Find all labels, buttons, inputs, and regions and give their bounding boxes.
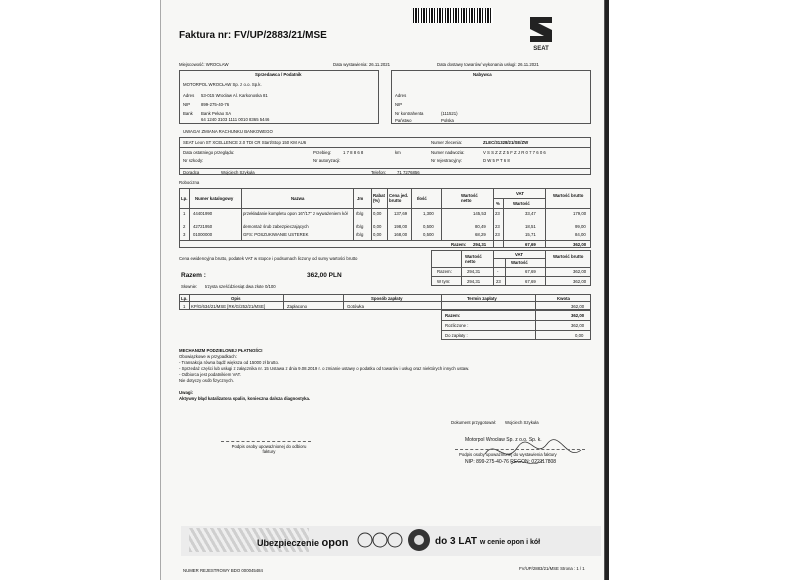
buyer-heading: Nabywca <box>473 72 492 77</box>
row1-net: 145,53 <box>473 211 487 216</box>
summary-col-vat: VAT <box>515 252 523 257</box>
row2-qty: 0,500 <box>423 224 434 229</box>
row1-vat-pct: 23 <box>495 211 500 216</box>
row3-lp: 3 <box>183 232 186 237</box>
seller-heading: Sprzedawca / Podatnik <box>255 72 302 77</box>
place-label: Miejscowość: <box>179 62 205 67</box>
vin-value: V S S Z Z Z 5 F Z J R 0 7 7 6 0 6 <box>483 150 546 155</box>
seller-bank-label: Bank <box>183 111 193 116</box>
pay-method: Gotówka <box>347 304 364 309</box>
row2-name: demontaż śrub zabezpieczających <box>243 224 309 229</box>
seller-nip: 899-275-40-76 <box>201 102 230 107</box>
summary-row1-net: 294,31 <box>467 269 481 274</box>
row2-net: 80,49 <box>475 224 486 229</box>
tyre-badges-icon <box>357 530 403 550</box>
col-price: Cena jed. brutto <box>389 193 409 203</box>
row2-gross: 99,00 <box>575 224 586 229</box>
row2-vat-value: 18,51 <box>525 224 536 229</box>
col-vat-value: Wartość <box>513 201 530 206</box>
row3-vat-value: 15,71 <box>525 232 536 237</box>
pay-col-amount: Kwota <box>557 296 570 301</box>
registration-value: D W 5 P T 6 8 <box>483 158 510 163</box>
receiver-caption: Podpis osoby upoważnionej do odbioru faktury <box>231 444 307 454</box>
row3-price: 168,00 <box>394 232 408 237</box>
summary-row1-label: Razem: <box>437 269 452 274</box>
pay-col-lp: Lp. <box>181 296 188 301</box>
summary-row1-vat: 67,69 <box>525 269 536 274</box>
banner-text-4: w cenie opon i kół <box>479 539 541 546</box>
mileage-unit: km <box>395 150 401 155</box>
page-number-note: FV/UP/2883/21/MSE Strona : 1 / 1 <box>519 566 585 571</box>
auth-label: Nr autoryzacji: <box>313 158 341 163</box>
buyer-country-value: Polska <box>441 118 454 123</box>
summary-col-net: Wartość netto <box>465 254 482 264</box>
subtotal-gross: 362,00 <box>573 242 587 247</box>
row2-vat-pct: 23 <box>495 224 500 229</box>
buyer-country-label: Państwo <box>395 118 412 123</box>
buyer-contractor-value: (111521) <box>441 111 458 116</box>
prepared-label: Dokument przygotował: <box>451 420 496 425</box>
vehicle-model: SEAT Leon ST XCELLENCE 2.0 TDI CR Start/Stop 150 KM AU6 <box>183 140 307 145</box>
barcode <box>413 8 493 23</box>
invoice-title: Faktura nr: FV/UP/2883/21/MSE <box>179 30 327 41</box>
pay-razem-label: Razem: <box>445 313 461 318</box>
last-inspection-label: Data ostatniego przeglądu: <box>183 150 235 155</box>
row1-number: 44401990 <box>193 211 213 216</box>
col-discount: Rabat (%) <box>373 193 385 203</box>
order-label: Numer zlecenia: <box>431 140 463 145</box>
col-vat-pct: % <box>496 201 500 206</box>
bdo-register-note: NUMER REJESTROWY BDO 000045484 <box>183 568 263 573</box>
col-vat: VAT <box>516 191 524 196</box>
row2-unit: rb/g <box>356 224 364 229</box>
summary-row1-gross: 362,00 <box>573 269 587 274</box>
row2-lp: 2 <box>183 224 186 229</box>
phone-label: Telefon: <box>371 170 387 175</box>
col-number: Numer katalogowy <box>195 196 234 201</box>
row1-vat-value: 33,47 <box>525 211 536 216</box>
subtotal-vat: 67,69 <box>525 242 536 247</box>
pay-topay-value: 0,00 <box>575 333 584 338</box>
total-label: Razem : <box>181 272 206 279</box>
seller-bank-account: 64 1240 3103 1111 0010 8365 5446 <box>201 117 270 122</box>
mpp-title: MECHANIZM PODZIELONEJ PŁATNOŚCI <box>179 348 263 353</box>
mpp-line-5: Nie dotyczy osób fizycznych. <box>179 378 234 383</box>
seat-logo-icon <box>524 14 558 52</box>
pay-lp: 1 <box>183 304 186 309</box>
advisor-label: Doradca <box>183 170 200 175</box>
prepared-value: Wojciech Szykuła <box>505 420 539 425</box>
row3-net: 68,29 <box>475 232 486 237</box>
pay-col-due: Termin zapłaty <box>467 296 497 301</box>
stamp-line-1: Motorpol Wrocław Sp. z o.o. Sp. k. <box>465 437 542 443</box>
pay-settled-label: Rozliczone : <box>445 323 469 328</box>
pay-col-method: Sposób zapłaty <box>371 296 403 301</box>
pay-status: Zapłacono <box>287 304 308 309</box>
row3-number: 01000000 <box>193 232 213 237</box>
row1-name: przekładanie kompletu opon 16"/17" z wyważeniem kół <box>243 211 348 216</box>
col-gross: Wartość brutto <box>553 193 584 198</box>
remarks-value: Aktywny błąd katalizatora spalin, konieczna dalsza diagnostyka. <box>179 396 311 401</box>
mpp-line-2: - Transakcja równa bądź większa od 15000 zł brutto. <box>179 360 280 365</box>
pay-topay-label: Do zapłaty : <box>445 333 468 338</box>
words-value: trzysta sześćdziesiąt dwa złote 0/100 <box>205 284 276 289</box>
pay-col-doc: Opis <box>231 296 241 301</box>
vat-note: Cena ewidencyjna brutto, podatek VAT w stopce i podsumach liczony od sumy wartości brutto <box>179 256 358 261</box>
phone-value: 71 7276856 <box>397 170 420 175</box>
brand-label: SEAT <box>533 46 549 52</box>
row1-gross: 179,00 <box>573 211 587 216</box>
row1-discount: 0,00 <box>373 211 382 216</box>
pay-razem-value: 362,00 <box>571 313 585 318</box>
summary-row1-pct: - <box>497 269 499 274</box>
summary-row2-vat: 67,69 <box>525 279 536 284</box>
pay-doc: KP/G/634/21/MSE [RK/G/252/21/MSE] <box>191 304 266 309</box>
summary-row2-label: W tym: <box>437 279 451 284</box>
row1-qty: 1,300 <box>423 211 434 216</box>
col-name: Nazwa <box>291 196 305 201</box>
row3-qty: 0,500 <box>423 232 434 237</box>
banner-text-2: opon <box>321 537 349 549</box>
bank-change-notice: UWAGA! ZMIANA RACHUNKU BANKOWEGO <box>183 129 273 134</box>
summary-row2-net: 294,31 <box>467 279 481 284</box>
summary-row2-pct: 23 <box>496 279 501 284</box>
row1-lp: 1 <box>183 211 186 216</box>
place-value: WROCŁAW <box>205 62 229 67</box>
seller-name: MOTORPOL WROCŁAW Sp. z o.o. Sp.k. <box>183 82 262 87</box>
row3-unit: rb/g <box>356 232 364 237</box>
registration-label: Nr rejestracyjny: <box>431 158 463 163</box>
row3-discount: 0,00 <box>373 232 382 237</box>
scan-edge <box>605 0 609 580</box>
mpp-line-1: Obowiązkowe w przypadkach: <box>179 354 237 359</box>
row2-discount: 0,00 <box>373 224 382 229</box>
subtotal-label: Razem: <box>451 242 467 247</box>
advisor-value: Wojciech Szykuła <box>221 170 255 175</box>
stamp-line-2: NIP: 899-275-40-76 REGON: 022117808 <box>465 459 557 465</box>
col-qty: Ilość <box>417 196 427 201</box>
mileage-label: Przebieg: <box>313 150 332 155</box>
col-unit: Jm <box>357 196 364 201</box>
remarks-label: Uwagi: <box>179 390 194 395</box>
row3-gross: 84,00 <box>575 232 586 237</box>
buyer-nip-label: NIP <box>395 102 403 107</box>
row1-unit: rb/g <box>356 211 364 216</box>
invoice-page <box>160 0 605 580</box>
row1-price: 137,69 <box>394 211 408 216</box>
mpp-line-3: - Sprzedaż części lub usługi z załącznika nr. 15 Ustawa z dnia 9.08.2019 r. o zmianie ustawy o podatku od towarów i usług oraz niektórych innych ustaw. <box>179 366 470 371</box>
seller-nip-label: NIP <box>183 102 191 107</box>
issuer-caption: Podpis osoby upoważnionej do wystawienia faktury <box>459 452 557 457</box>
issue-date-value: 26.11.2021 <box>368 62 391 67</box>
row3-name: GFS: POSZUKIWANIE USTEREK <box>243 232 309 237</box>
seller-address: 53-015 Wrocław Al. Karkonoska 81 <box>201 93 268 98</box>
banner-text-1: Ubezpieczenie <box>257 538 320 548</box>
seller-address-label: Adres <box>183 93 195 98</box>
section-labour: Robocizna <box>179 180 200 185</box>
summary-col-vat-value: Wartość <box>511 260 528 265</box>
vin-label: Numer nadwozia: <box>431 150 465 155</box>
col-lp: Lp. <box>181 196 188 201</box>
total-value: 362,00 PLN <box>307 272 342 279</box>
banner-text-3: do 3 LAT <box>435 536 478 547</box>
row2-number: 42721950 <box>193 224 213 229</box>
pay-settled-value: 362,00 <box>571 323 585 328</box>
row3-vat-pct: 23 <box>495 232 500 237</box>
buyer-contractor-label: Nr kontrahenta <box>395 111 424 116</box>
tyre-icon <box>407 528 431 552</box>
issue-date-label: Data wystawienia: <box>333 62 368 67</box>
subtotal-net: 294,31 <box>473 242 487 247</box>
mpp-line-4: - Odbiorca jest podatnikiem VAT. <box>179 372 241 377</box>
delivery-date-value: 26.11.2021 <box>517 62 539 67</box>
row2-price: 198,00 <box>394 224 408 229</box>
seller-bank-name: Bank Pekao SA <box>201 111 232 116</box>
buyer-address-label: Adres <box>395 93 407 98</box>
mileage-value: 1 7 8 8 6 8 <box>343 150 364 155</box>
damage-label: Nr szkody: <box>183 158 204 163</box>
words-label: Słownie: <box>181 284 198 289</box>
col-net: Wartość netto <box>461 193 478 203</box>
delivery-date-label: Data dostawy towarów/ wykonania usługi: <box>437 62 517 67</box>
summary-col-gross: Wartość brutto <box>553 254 584 259</box>
pay-amount: 362,00 <box>571 304 585 309</box>
order-value: ZLEC/31328/21/SE/ZW <box>483 140 529 145</box>
summary-row2-gross: 362,00 <box>573 279 587 284</box>
